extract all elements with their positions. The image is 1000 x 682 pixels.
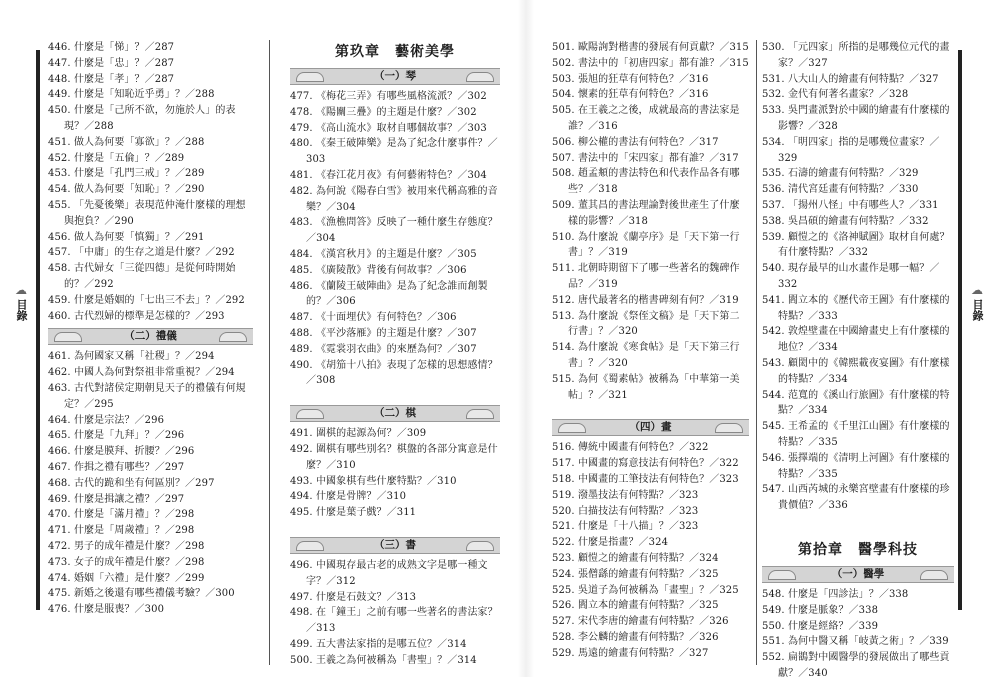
toc-entry: 460. 古代烈婦的標準是怎樣的？／293: [48, 310, 225, 322]
toc-entry: 451. 做人為何要「寡欲」？／288: [48, 136, 205, 148]
toc-entry: 523. 顧愷之的繪畫有何特點？／324: [552, 552, 719, 564]
toc-entry: 449. 什麼是「知恥近乎勇」？／288: [48, 89, 215, 101]
toc-entry: 519. 潑墨技法有何特點？／323: [552, 489, 699, 501]
toc-entry: 509. 董其昌的書法理論對後世產生了什麼樣的影響？／318: [552, 199, 740, 227]
toc-entry: 473. 女子的成年禮是什麼？／298: [48, 556, 205, 568]
spacer: [762, 514, 954, 526]
toc-entry: 465. 什麼是「九拜」？／296: [48, 430, 185, 442]
toc-entry: 520. 白描技法有何特點？／323: [552, 505, 699, 517]
toc-entry: 517. 中國畫的寫意技法有何特色？／322: [552, 458, 739, 470]
toc-entry: 496. 中國現存最古老的成熟文字是哪一種文字？／312: [290, 559, 488, 587]
toc-entry: 503. 張旭的狂草有何特色？／316: [552, 73, 709, 85]
toc-entry: 516. 傳統中國畫有何特色？／322: [552, 442, 709, 454]
toc-entry: 551. 為何中醫又稱「岐黃之術」？／339: [762, 636, 949, 648]
toc-entry: 468. 古代的跪和坐有何區別？／297: [48, 477, 215, 489]
toc-entry: 531. 八大山人的繪畫有何特點？／327: [762, 73, 939, 85]
toc-entry: 448. 什麼是「孝」？／287: [48, 73, 175, 85]
toc-entry: 511. 北朝時期留下了哪一些著名的魏碑作品？／319: [552, 263, 740, 290]
spacer: [762, 526, 954, 538]
toc-entry: 510. 為什麼說《蘭亭序》是「天下第一行書」？／319: [552, 231, 740, 259]
toc-entry: 522. 什麼是指畫？／324: [552, 537, 669, 549]
toc-entry: 457. 「中庸」的生存之道是什麼？／292: [48, 247, 235, 259]
toc-entry: 475. 新婚之後還有哪些禮儀考驗？／300: [48, 588, 235, 600]
toc-entry: 512. 唐代最著名的楷書碑刻有何？／319: [552, 294, 739, 306]
toc-entry: 492. 圍棋有哪些別名？棋盤的各部分寓意是什麼？／310: [290, 443, 498, 471]
toc-entry: 471. 什麼是「周歲禮」？／298: [48, 525, 195, 537]
toc-entry: 458. 古代婦女「三從四德」是從何時開始的？／292: [48, 263, 236, 290]
toc-entry: 505. 在王羲之之後，成就最高的書法家是誰？／316: [552, 105, 740, 132]
toc-entry: 527. 宋代李唐的繪畫有何特點？／326: [552, 616, 729, 628]
toc-entry: 476. 什麼是服喪？／300: [48, 604, 165, 616]
toc-entry: 538. 吳昌碩的繪畫有何特點？／332: [762, 215, 929, 227]
toc-entry: 544. 范寬的《溪山行旅圖》有什麼樣的特點？／334: [762, 389, 950, 417]
toc-entry: 484. 《漢宮秋月》的主題是什麼？／305: [290, 248, 477, 260]
section-heading: （四）畫: [552, 419, 749, 436]
cloud-ornament-icon: ☁: [971, 283, 983, 297]
toc-entry: 488. 《平沙落雁》的主題是什麼？／307: [290, 327, 477, 339]
toc-entry: 508. 趙孟頫的書法特色和代表作品各有哪些？／318: [552, 168, 740, 196]
toc-entry: 489. 《霓裳羽衣曲》的來歷為何？／307: [290, 343, 477, 355]
toc-entry: 540. 現存最早的山水畫作是哪一幅？／332: [762, 263, 940, 290]
toc-entry: 539. 顧愷之的《洛神賦圖》取材自何處？有什麼特點？／332: [762, 231, 950, 259]
left-side-tab: [10, 285, 32, 321]
column-divider: [269, 40, 270, 665]
spacer: [290, 521, 500, 533]
spacer: [552, 403, 749, 415]
toc-entry: 486. 《蘭陵王破陣曲》是為了紀念誰而創製的？／306: [290, 280, 488, 308]
toc-entry: 453. 什麼是「孔門三戒」？／289: [48, 168, 205, 180]
section-heading: （三）書: [290, 537, 500, 554]
toc-entry: 477. 《梅花三弄》有哪些風格流派？／302: [290, 91, 487, 102]
column-divider: [756, 40, 757, 665]
toc-entry: 514. 為什麼說《寒食帖》是「天下第三行書」？／320: [552, 342, 740, 369]
cloud-ornament-icon: ☁: [15, 283, 27, 297]
toc-column-3: [552, 40, 749, 661]
toc-entry: 479. 《高山流水》取材自哪個故事？／303: [290, 122, 487, 134]
toc-entry: 506. 柳公權的書法有何特色？／317: [552, 136, 719, 148]
toc-entry: 526. 閻立本的繪畫有何特點？／325: [552, 600, 719, 612]
toc-entry: 529. 馬遠的繪畫有何特點？／327: [552, 647, 709, 659]
toc-entry: 518. 中國畫的工筆技法有何特色？／323: [552, 473, 739, 485]
left-edge-bar: [36, 50, 40, 610]
toc-column-1: [48, 40, 253, 618]
toc-entry: 490. 《胡笳十八拍》表現了怎樣的思想感情？／308: [290, 359, 498, 387]
toc-entry: 463. 古代對諸侯定期朝見天子的禮儀有何規定？／295: [48, 382, 246, 410]
toc-entry: 501. 歐陽詢對楷書的發展有何貢獻？／315: [552, 42, 749, 53]
toc-entry: 547. 山西芮城的永樂宮壁畫有什麼樣的珍貴價值？／336: [762, 484, 950, 512]
toc-entry: 504. 懷素的狂草有何特色？／316: [552, 89, 709, 101]
right-side-tab: [966, 285, 988, 321]
toc-entry: 545. 王希孟的《千里江山圖》有什麼樣的特點？／335: [762, 421, 950, 448]
spacer: [290, 389, 500, 401]
toc-entry: 513. 為什麼說《祭侄文稿》是「天下第二行書」？／320: [552, 310, 740, 338]
toc-entry: 548. 什麼是「四診法」？／338: [762, 588, 909, 600]
toc-entry: 466. 什麼是膜拜、折腰？／296: [48, 446, 195, 458]
toc-entry: 543. 顧閎中的《韓熙載夜宴圖》有什麼樣的特點？／334: [762, 357, 950, 385]
right-edge-bar: [958, 50, 962, 610]
toc-entry: 546. 張擇端的《清明上河圖》有什麼樣的特點？／335: [762, 452, 950, 480]
toc-entry: 500. 王羲之為何被稱為「書聖」？／314: [290, 654, 477, 666]
toc-entry: 467. 作揖之禮有哪些？／297: [48, 461, 185, 473]
toc-entry: 525. 吳道子為何被稱為「畫聖」？／325: [552, 584, 739, 596]
toc-entry: 480. 《秦王破陣樂》是為了紀念什麼事件？／303: [290, 138, 498, 166]
toc-entry: 483. 《漁樵問答》反映了一種什麼生存態度？／304: [290, 217, 498, 245]
page-gutter: [518, 0, 534, 677]
toc-entry: 455. 「先憂後樂」表現范仲淹什麼樣的理想與抱負？／290: [48, 199, 246, 227]
toc-entry: 470. 什麼是「滿月禮」？／298: [48, 509, 195, 521]
toc-entry: 524. 張僧繇的繪畫有何特點？／325: [552, 568, 719, 580]
toc-entry: 462. 中國人為何對祭祖非常重視？／294: [48, 367, 235, 379]
toc-entry: 478. 《陽關三疊》的主題是什麼？／302: [290, 106, 477, 118]
toc-entry: 499. 五大書法家指的是哪五位？／314: [290, 638, 467, 650]
toc-entry: 521. 什麼是「十八描」？／323: [552, 521, 699, 533]
toc-entry: 472. 男子的成年禮是什麼？／298: [48, 540, 205, 552]
toc-entry: 497. 什麼是石鼓文？／313: [290, 591, 417, 603]
section-heading: （一）醫學: [762, 566, 954, 583]
toc-column-2: [290, 40, 500, 669]
toc-entry: 542. 敦煌壁畫在中國繪畫史上有什麼樣的地位？／334: [762, 326, 950, 354]
right-page: [552, 40, 954, 679]
toc-entry: 534. 「明四家」指的是哪幾位畫家？／329: [762, 136, 940, 164]
toc-entry: 536. 清代宮廷畫有何特點？／330: [762, 184, 919, 196]
toc-entry: 461. 為何國家又稱「社稷」？／294: [48, 351, 215, 363]
toc-entry: 535. 石濤的繪畫有何特點？／329: [762, 168, 919, 180]
toc-entry: 447. 什麼是「忠」？／287: [48, 57, 175, 69]
toc-entry: 494. 什麼是骨牌？／310: [290, 491, 407, 503]
chapter-heading: 第玖章 藝術美學: [335, 44, 455, 60]
toc-entry: 464. 什麼是宗法？／296: [48, 414, 165, 426]
side-tab-label: 目錄: [971, 299, 984, 321]
toc-entry: 485. 《廣陵散》背後有何故事？／306: [290, 264, 467, 276]
toc-entry: 549. 什麼是脈象？／338: [762, 604, 879, 616]
toc-entry: 552. 扁鵲對中國醫學的發展做出了哪些貢獻？／340: [762, 652, 950, 679]
toc-entry: 502. 書法中的「初唐四家」都有誰？／315: [552, 57, 749, 69]
section-heading: （二）禮儀: [48, 328, 253, 345]
side-tab-label: 目錄: [15, 299, 28, 321]
toc-entry: 550. 什麼是經絡？／339: [762, 620, 879, 632]
toc-entry: 493. 中國象棋有些什麼特點？／310: [290, 475, 457, 487]
toc-entry: 474. 婚姻「六禮」是什麼？／299: [48, 572, 205, 584]
toc-entry: 454. 做人為何要「知恥」？／290: [48, 184, 205, 196]
toc-entry: 446. 什麼是「悌」？／287: [48, 42, 175, 53]
section-heading: （一）琴: [290, 68, 500, 85]
toc-entry: 452. 什麼是「五倫」？／289: [48, 152, 185, 164]
toc-entry: 533. 吳門畫派對於中國的繪畫有什麼樣的影響？／328: [762, 105, 950, 132]
toc-entry: 541. 閻立本的《歷代帝王圖》有什麼樣的特點？／333: [762, 294, 950, 322]
toc-entry: 537. 「揚州八怪」中有哪些人？／331: [762, 199, 939, 211]
toc-entry: 530. 「元四家」所指的是哪幾位元代的畫家？／327: [762, 42, 950, 69]
toc-column-4: [762, 40, 954, 682]
toc-entry: 528. 李公麟的繪畫有何特點？／326: [552, 631, 719, 643]
toc-entry: 507. 書法中的「宋四家」都有誰？／317: [552, 152, 739, 164]
toc-entry: 459. 什麼是婚姻的「七出三不去」？／292: [48, 294, 245, 306]
toc-entry: 515. 為何《蜀素帖》被稱為「中華第一美帖」？／321: [552, 373, 740, 401]
toc-entry: 495. 什麼是葉子戲？／311: [290, 507, 417, 519]
toc-entry: 456. 做人為何要「慎獨」？／291: [48, 231, 205, 243]
toc-entry: 450. 什麼是「己所不欲，勿施於人」的表現？／288: [48, 105, 236, 132]
toc-entry: 482. 為何說《陽春白雪》被用來代稱高雅的音樂？／304: [290, 185, 498, 213]
toc-entry: 532. 金代有何著名畫家？／328: [762, 89, 909, 101]
chapter-heading: 第拾章 醫學科技: [798, 541, 918, 558]
left-page: [48, 40, 500, 666]
toc-entry: 491. 圍棋的起源為何？／309: [290, 428, 427, 440]
toc-entry: 498. 在「鐘王」之前有哪一些著名的書法家？／313: [290, 607, 498, 635]
toc-entry: 487. 《十面埋伏》有何特色？／306: [290, 312, 457, 324]
toc-entry: 481. 《春江花月夜》有何藝術特色？／304: [290, 169, 487, 181]
section-heading: （二）棋: [290, 405, 500, 422]
toc-entry: 469. 什麼是揖讓之禮？／297: [48, 493, 185, 505]
